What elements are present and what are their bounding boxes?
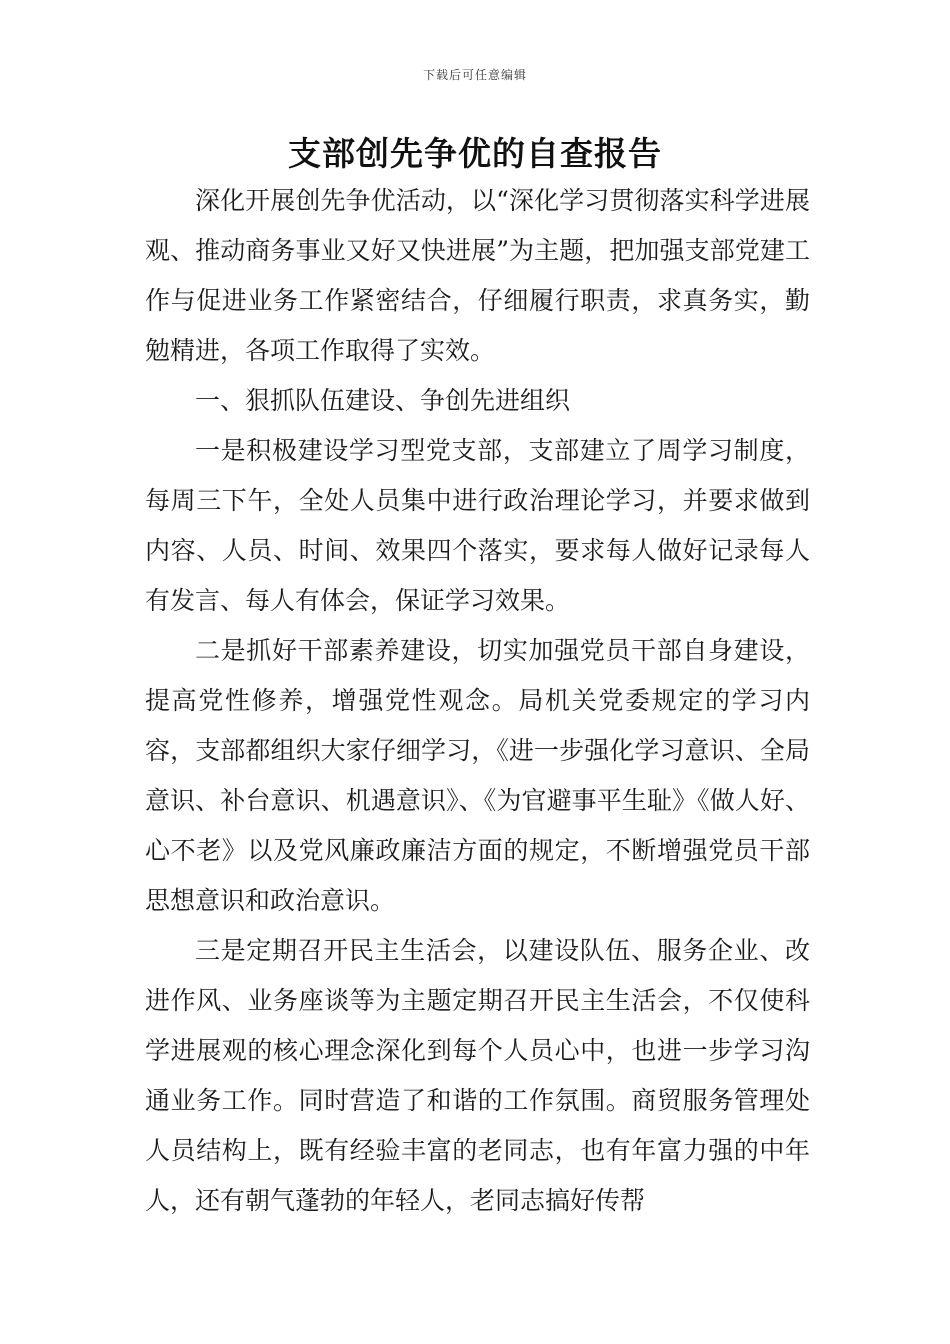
paragraph-point-3: 三是定期召开民主生活会，以建设队伍、服务企业、改进作风、业务座谈等为主题定期召开民主生活会，不仅使科学进展观的核心理念深化到每个人员心中，也进一步学习沟通业务工作。同时营造了和谐的工作氛围。商贸服务管理处人员结构上，既有经验丰富的老同志，也有年富力强的中年人，还有朝气蓬勃的年轻人，老同志搞好传帮 [145, 936, 810, 1215]
paragraph-point-2: 二是抓好干部素养建设，切实加强党员干部自身建设，提高党性修养，增强党性观念。局机关党委规定的学习内容，支部都组织大家仔细学习，《进一步强化学习意识、全局意识、补台意识、机遇意识》、《为官避事平生耻》《做人好、心不老》以及党风廉政廉洁方面的规定，不断增强党员干部思想意识和政治意识。 [145, 636, 810, 915]
header-note: 下载后可任意编辑 [422, 68, 527, 82]
paragraph-point-1: 一是积极建设学习型党支部，支部建立了周学习制度，每周三下午，全处人员集中进行政治理论学习，并要求做到内容、人员、时间、效果四个落实，要求每人做好记录每人有发言、每人有体会，保证学习效果。 [145, 436, 810, 615]
document-title: 支部创先争优的自查报告 [288, 134, 662, 173]
paragraph-intro: 深化开展创先争优活动，以“深化学习贯彻落实科学进展观、推动商务事业又好又快进展”为主题，把加强支部党建工作与促进业务工作紧密结合，仔细履行职责，求真务实，勤勉精进，各项工作取得了实效。 [145, 186, 810, 365]
section-heading-1: 一、狠抓队伍建设、争创先进组织 [195, 386, 571, 415]
document-body [145, 176, 810, 1226]
